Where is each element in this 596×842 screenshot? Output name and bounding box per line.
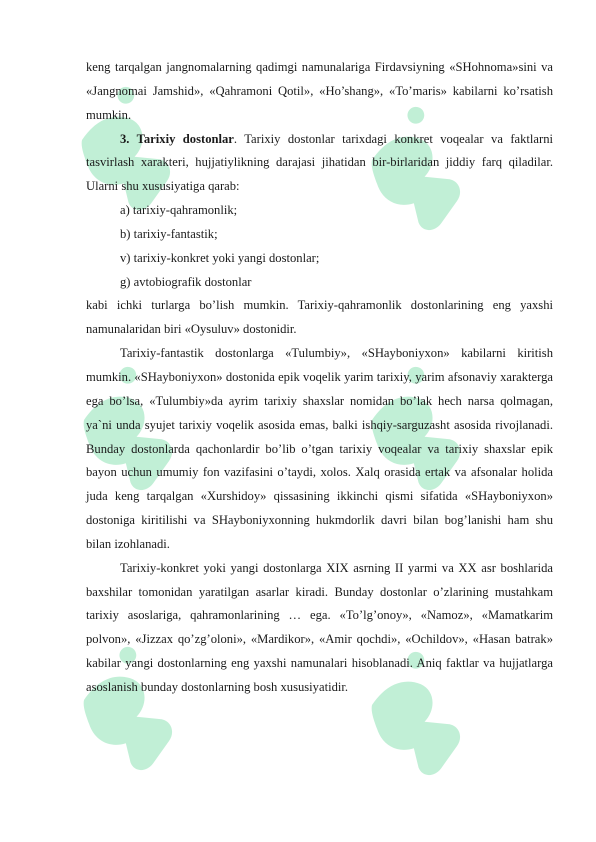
document-body: [86, 56, 553, 700]
list-item: b) tarixiy-fantastik;: [120, 226, 218, 241]
list-item: g) avtobiografik dostonlar: [120, 274, 252, 289]
paragraph: keng tarqalgan jangnomalarning qadimgi namunalariga Firdavsiyning «SHohnoma»sini va «Jangnomai Jamshid», «Qahramoni Qotil», «Ho’shang», «To’maris» kabilarni ko’rsatish mumkin.: [86, 60, 553, 122]
paragraph-text: . Tarixiy dostonlar tarixdagi konkret voqealar va faktlarni tasvirlash xarakteri, hujjatiylikning darajasi jihatidan bir-birlaridan jiddiy farq qiladilar. Ularni shu xususiyatiga qarab:: [86, 131, 553, 194]
list-item: a) tarixiy-qahramonlik;: [120, 203, 238, 218]
list-item: v) tarixiy-konkret yoki yangi dostonlar;: [120, 250, 320, 265]
paragraph: [86, 128, 553, 200]
paragraph: kabi ichki turlarga bo’lish mumkin. Tarixiy-qahramonlik dostonlarining eng yaxshi namunalaridan biri «Oysuluv» dostonidir.: [86, 298, 553, 337]
paragraph: Tarixiy-konkret yoki yangi dostonlarga XIX asrning II yarmi va XX asr boshlarida baxshilar tomonidan yaratilgan asarlar kiradi. Bunday dostonlar o’zlarining mustahkam tarixiy asoslariga, qahramonlarining … ega. «To’lg’onoy», «Namoz», «Mamatkarim polvon», «Jizzax qo’zg’oloni», «Mardikor», «Amir qochdi», «Ochildov», «Hasan batrak» kabilar yangi dostonlarning eng yaxshi namunalari hisoblanadi. Aniq faktlar va hujjatlarga asoslanish bunday dostonlarning bosh xususiyatidir.: [86, 560, 553, 694]
section-heading: 3. Tarixiy dostonlar: [120, 131, 234, 146]
paragraph: Tarixiy-fantastik dostonlarga «Tulumbiy», «SHayboniyxon» kabilarni kiritish mumkin. «SHayboniyxon» dostonida epik voqelik yarim tarixiy, yarim afsonaviy xarakterga ega bo’lsa, «Tulumbiy»da ayrim tarixiy shaxslar nomidan bo’lak hech narsa qolmagan, ya`ni unda syujet tarixiy voqelik asosida emas, balki ishqiy-sarguzasht asosida rivojlanadi. Bunday dostonlarda qachonlardir bo’lib o’tgan tarixiy voqealar va tarixiy shaxslar epik bayon uchun umumiy fon vazifasini o’taydi, xolos. Xalq orasida ertak va afsonalar holida juda keng tarqalgan «Xurshidoy» qissasining ikkinchi qismi sifatida «SHayboniyxon» dostoniga kiritilishi va SHayboniyxonning hukmdorlik davri bilan bog’lanishi ham shu bilan izohlanadi.: [86, 346, 553, 551]
